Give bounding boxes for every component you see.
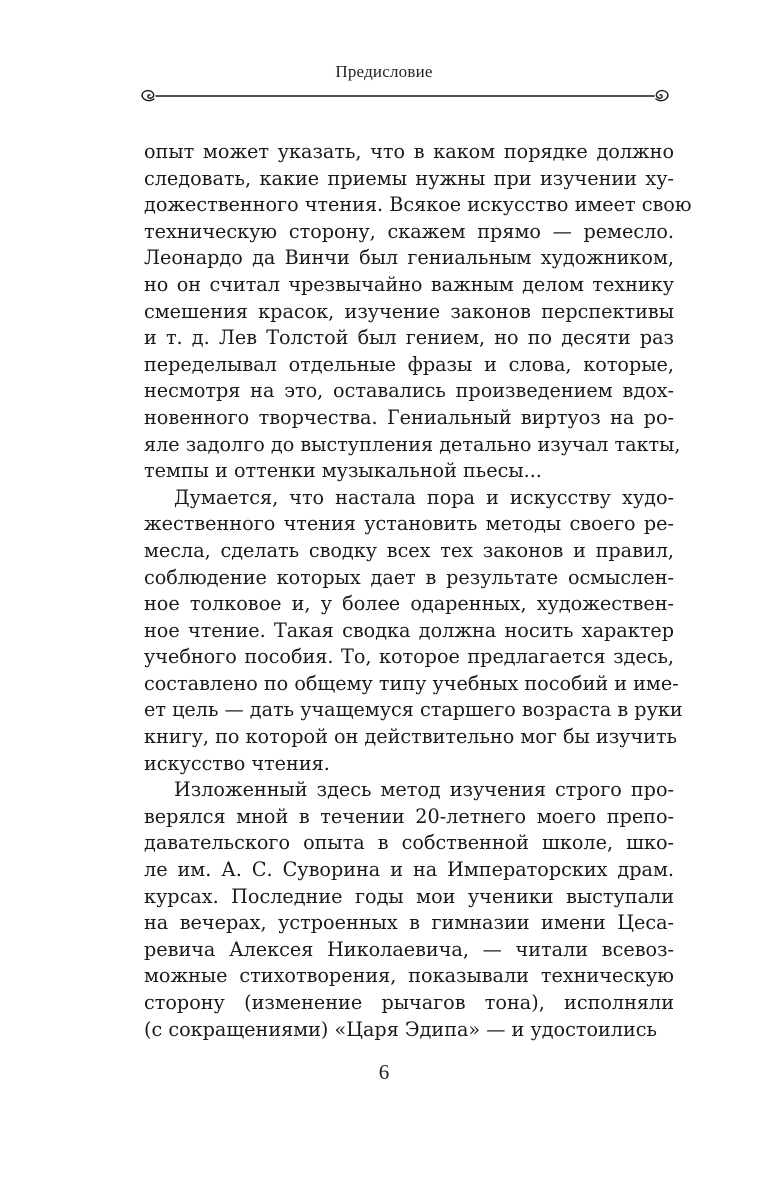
text-line: опыт может указать, что в каком порядке должно [144, 140, 674, 163]
text-line: дожественного чтения. Всякое искусство имеет свою [144, 193, 692, 217]
text-line: переделывал отдельные фразы и слова, которые, [144, 352, 674, 376]
text-line: яле задолго до выступления детально изучал такты, [144, 432, 681, 456]
text-line: сторону (изменение рычагов тона), исполняли [144, 991, 674, 1014]
text-line: Думается, что настала пора и искусству худо- [174, 485, 674, 509]
text-line: но он считал чрезвычайно важным делом технику [144, 272, 674, 296]
text-line: жественного чтения установить методы своего ре- [144, 512, 674, 536]
text-line: книгу, по которой он действительно мог бы изучить [144, 725, 678, 749]
text-line: Изложенный здесь метод изучения строго про- [174, 778, 674, 802]
body-text [144, 139, 692, 1043]
text-line: ле им. А. С. Суворина и на Императорских драм. [144, 858, 674, 882]
text-line: следовать, какие приемы нужны при изучении ху- [144, 166, 674, 190]
paragraph [144, 777, 674, 1043]
text-line: можные стихотворения, показывали техническую [144, 964, 674, 988]
text-line: Леонардо да Винчи был гениальным художником, [144, 246, 674, 270]
text-line: и т. д. Лев Толстой был гением, но по десяти раз [144, 326, 674, 350]
paragraph [144, 139, 692, 485]
text-line: ревича Алексея Николаевича, — читали всевоз- [144, 937, 674, 961]
text-line: месла, сделать сводку всех тех законов и правил, [144, 538, 674, 562]
text-line: давательского опыта в собственной школе, шко- [144, 831, 674, 855]
running-title: Предисловие [335, 62, 433, 81]
text-line: верялся мной в течении 20-летнего моего препо- [144, 804, 674, 828]
text-line: курсах. Последние годы мои ученики выступали [144, 884, 674, 908]
text-line: смешения красок, изучение законов перспективы [144, 299, 674, 323]
text-line: искусство чтения. [144, 751, 330, 775]
text-line: ное толковое и, у более одаренных, художествен- [144, 592, 674, 616]
text-line: (с сокращениями) «Царя Эдипа» — и удостоились [144, 1017, 657, 1041]
text-line: соблюдение которых дает в результате осмыслен- [144, 565, 674, 589]
text-line: на вечерах, устроенных в гимназии имени Цеса- [144, 911, 674, 935]
text-line: ет цель — дать учащемуся старшего возраста в руки [144, 698, 683, 722]
ornamental-rule [140, 86, 670, 106]
page-number: 6 [378, 1060, 390, 1084]
text-line: несмотря на это, оставались произведением вдох- [144, 379, 674, 403]
paragraph [144, 485, 683, 778]
text-line: новенного творчества. Гениальный виртуоз на ро- [144, 405, 674, 429]
text-line: темпы и оттенки музыкальной пьесы... [144, 459, 542, 483]
text-line: учебного пособия. То, которое предлагается здесь, [144, 645, 674, 669]
text-line: техническую сторону, скажем прямо — ремесло. [144, 219, 674, 243]
text-line: составлено по общему типу учебных пособий и име- [144, 671, 679, 695]
text-line: ное чтение. Такая сводка должна носить характер [144, 618, 674, 642]
